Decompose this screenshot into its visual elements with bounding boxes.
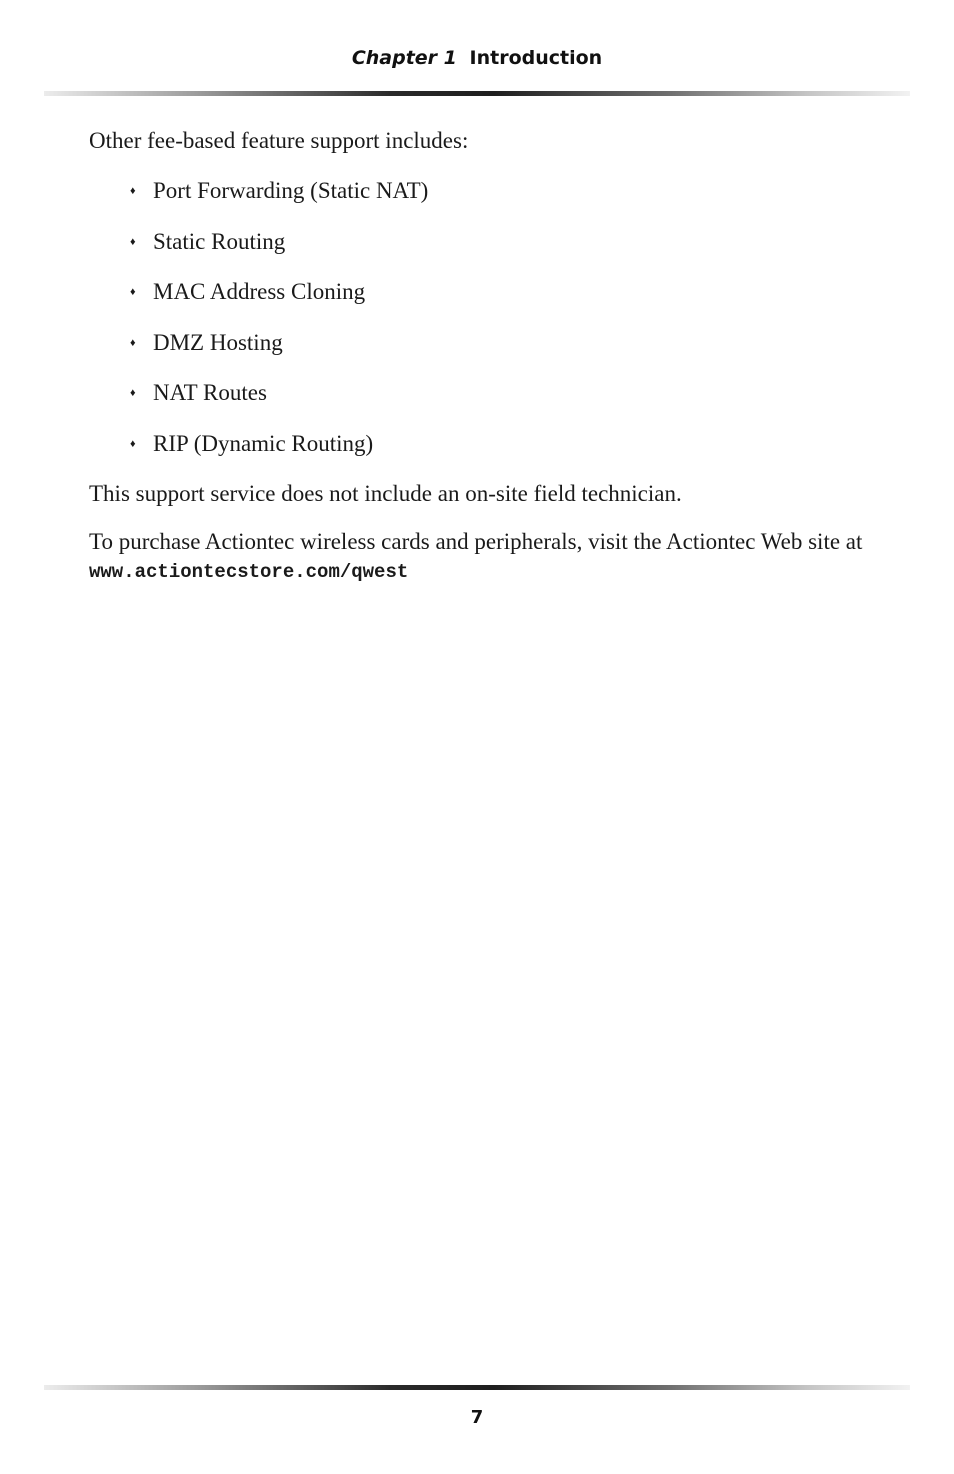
page-number: 7 (470, 1407, 484, 1428)
diamond-bullet-icon: ♦ (130, 336, 136, 349)
list-item-text: DMZ Hosting (153, 329, 283, 355)
diamond-bullet-icon: ♦ (130, 387, 136, 399)
purchase-paragraph (89, 527, 889, 587)
list-item-text: MAC Address Cloning (153, 279, 366, 304)
header-rule (44, 91, 910, 96)
list-item (130, 326, 889, 360)
page-body (89, 124, 889, 587)
store-url-link[interactable]: www.actiontecstore.com/qwest (89, 561, 409, 583)
list-item-text: Port Forwarding (Static NAT) (153, 178, 429, 203)
chapter-label: Chapter 1 (351, 47, 457, 69)
diamond-bullet-icon: ♦ (130, 286, 136, 298)
list-item-text: NAT Routes (153, 380, 267, 405)
list-item-text: Static Routing (153, 228, 286, 254)
purchase-text: To purchase Actiontec wireless cards and peripherals, visit the Actiontec Web site at (89, 529, 863, 554)
list-item (130, 275, 889, 309)
list-item (130, 225, 889, 259)
list-item-text: RIP (Dynamic Routing) (153, 430, 374, 456)
running-header (0, 44, 954, 72)
list-item (130, 427, 889, 461)
list-item (130, 376, 889, 410)
support-note-paragraph: This support service does not include an on-site field technician. (89, 481, 682, 506)
diamond-bullet-icon: ♦ (130, 437, 136, 450)
list-item (130, 174, 889, 208)
diamond-bullet-icon: ♦ (130, 185, 136, 197)
feature-list (89, 174, 889, 461)
chapter-title: Introduction (469, 47, 603, 69)
intro-paragraph: Other fee-based feature support includes: (89, 128, 469, 153)
diamond-bullet-icon: ♦ (130, 235, 136, 248)
footer-rule (44, 1385, 910, 1390)
